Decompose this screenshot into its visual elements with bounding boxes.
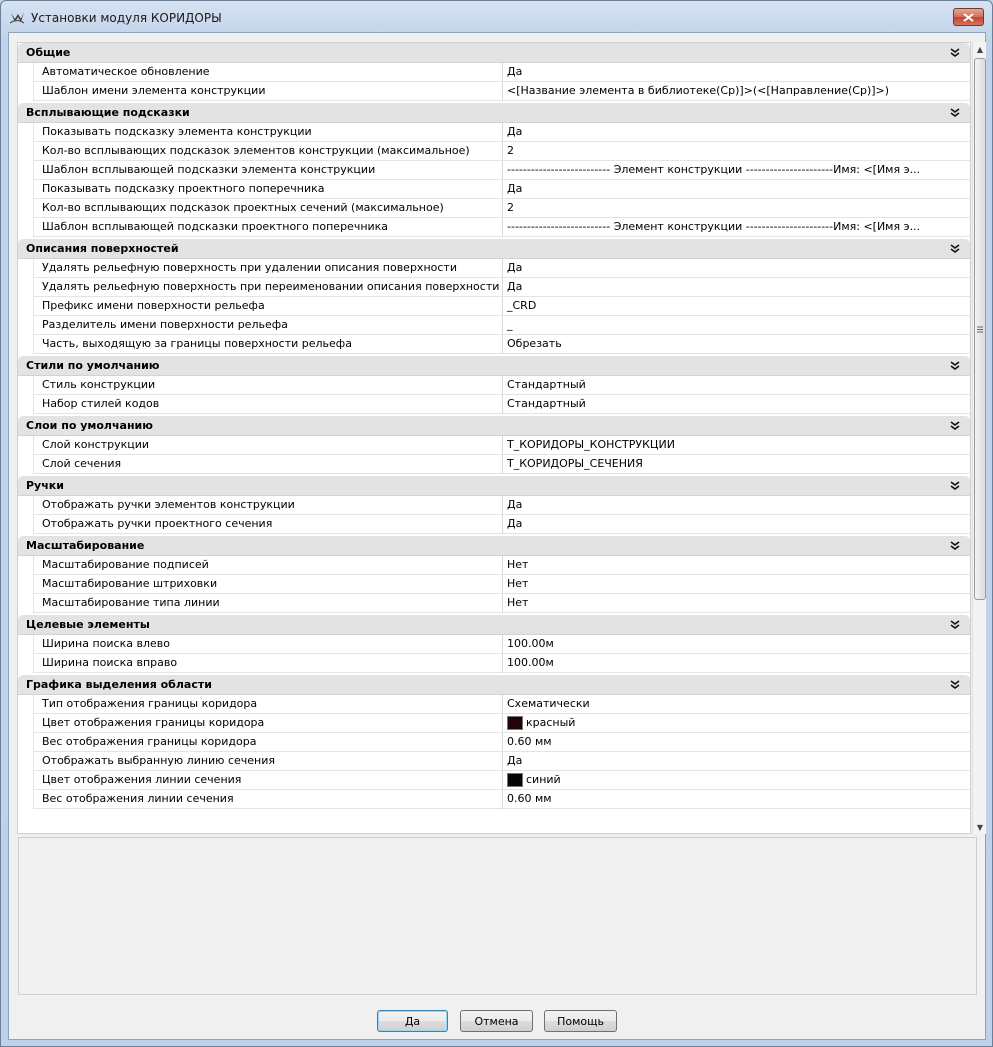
property-name: Часть, выходящую за границы поверхности рельефа	[34, 335, 503, 354]
color-swatch	[507, 716, 523, 730]
property-value[interactable]	[503, 436, 970, 455]
collapse-chevron-icon[interactable]	[950, 481, 960, 491]
property-name: Префикс имени поверхности рельефа	[34, 297, 503, 316]
property-value-text: Нет	[507, 596, 529, 609]
property-value[interactable]	[503, 376, 970, 395]
color-swatch	[507, 773, 523, 787]
property-name: Ширина поиска вправо	[34, 654, 503, 673]
description-panel	[18, 837, 977, 995]
property-value-text: T_КОРИДОРЫ_КОНСТРУКЦИИ	[507, 438, 675, 451]
property-value-text: _CRD	[507, 299, 537, 312]
property-value-text: <[Название элемента в библиотеке(Ср)]>(<[Направление(Ср)]>)	[507, 84, 890, 97]
scroll-thumb[interactable]	[974, 58, 986, 600]
property-value[interactable]	[503, 556, 970, 575]
property-value[interactable]	[503, 635, 970, 654]
property-grid	[17, 42, 971, 834]
property-value[interactable]	[503, 180, 970, 199]
property-value-text: Да	[507, 280, 523, 293]
property-value-text: 100.00м	[507, 656, 554, 669]
property-row[interactable]	[33, 142, 970, 161]
property-name: Цвет отображения линии сечения	[34, 771, 503, 790]
civil3d-app-icon	[9, 10, 25, 26]
property-name: Цвет отображения границы коридора	[34, 714, 503, 733]
property-value[interactable]	[503, 63, 970, 82]
property-name: Ширина поиска влево	[34, 635, 503, 654]
property-value[interactable]	[503, 142, 970, 161]
property-row[interactable]	[33, 771, 970, 790]
collapse-chevron-icon[interactable]	[950, 680, 960, 690]
property-row[interactable]	[33, 635, 970, 654]
property-name: Слой конструкции	[34, 436, 503, 455]
category-header[interactable]	[18, 675, 970, 695]
property-value-text: Стандартный	[507, 397, 586, 410]
property-name: Разделитель имени поверхности рельефа	[34, 316, 503, 335]
property-name: Кол-во всплывающих подсказок элементов конструкции (максимальное)	[34, 142, 503, 161]
property-row[interactable]	[33, 180, 970, 199]
property-row[interactable]	[33, 455, 970, 474]
property-value[interactable]	[503, 714, 970, 733]
property-row[interactable]	[33, 82, 970, 101]
property-row[interactable]	[33, 297, 970, 316]
property-value-text: 0.60 мм	[507, 735, 552, 748]
property-value[interactable]	[503, 161, 970, 180]
property-value-text: Да	[507, 498, 523, 511]
category-header[interactable]	[18, 476, 970, 496]
property-value[interactable]	[503, 278, 970, 297]
property-value[interactable]	[503, 335, 970, 354]
property-name: Шаблон имени элемента конструкции	[34, 82, 503, 101]
property-name: Масштабирование типа линии	[34, 594, 503, 613]
property-name: Показывать подсказку проектного поперечника	[34, 180, 503, 199]
property-value[interactable]	[503, 259, 970, 278]
property-name: Отображать ручки элементов конструкции	[34, 496, 503, 515]
property-name: Слой сечения	[34, 455, 503, 474]
collapse-chevron-icon[interactable]	[950, 48, 960, 58]
help-button[interactable]: Помощь	[544, 1010, 617, 1032]
property-value[interactable]	[503, 654, 970, 673]
property-value-text: Да	[507, 182, 523, 195]
collapse-chevron-icon[interactable]	[950, 620, 960, 630]
property-name: Стиль конструкции	[34, 376, 503, 395]
property-row[interactable]	[33, 515, 970, 534]
property-name: Отображать ручки проектного сечения	[34, 515, 503, 534]
property-name: Вес отображения границы коридора	[34, 733, 503, 752]
window-title: Установки модуля КОРИДОРЫ	[31, 11, 222, 25]
property-row[interactable]	[33, 752, 970, 771]
property-row[interactable]	[33, 395, 970, 414]
property-value-text: Нет	[507, 558, 529, 571]
property-value[interactable]	[503, 496, 970, 515]
property-row[interactable]	[33, 594, 970, 613]
collapse-chevron-icon[interactable]	[950, 541, 960, 551]
property-name: Отображать выбранную линию сечения	[34, 752, 503, 771]
property-value-text: Стандартный	[507, 378, 586, 391]
cancel-button[interactable]: Отмена	[460, 1010, 533, 1032]
close-button[interactable]	[953, 8, 984, 26]
property-row[interactable]	[33, 556, 970, 575]
vertical-scrollbar[interactable]	[972, 42, 986, 834]
property-value-text: красный	[526, 716, 576, 729]
property-value[interactable]	[503, 771, 970, 790]
property-value[interactable]	[503, 218, 970, 237]
property-row[interactable]	[33, 123, 970, 142]
property-value-text: Да	[507, 261, 523, 274]
category-header[interactable]	[18, 615, 970, 635]
property-row[interactable]	[33, 335, 970, 354]
title-bar	[1, 1, 992, 33]
property-row[interactable]	[33, 575, 970, 594]
property-row[interactable]	[33, 496, 970, 515]
property-value-text: -------------------------- Элемент конструкции ----------------------Имя: <[Имя э...	[507, 220, 921, 233]
property-value[interactable]	[503, 733, 970, 752]
property-value-text: синий	[526, 773, 561, 786]
property-row[interactable]	[33, 695, 970, 714]
property-value[interactable]	[503, 123, 970, 142]
property-name: Удалять рельефную поверхность при удалении описания поверхности	[34, 259, 503, 278]
property-name: Шаблон всплывающей подсказки элемента конструкции	[34, 161, 503, 180]
category-title: Общие	[26, 46, 71, 59]
scroll-down-arrow-icon[interactable]: ▼	[976, 822, 984, 832]
property-row[interactable]	[33, 376, 970, 395]
property-row[interactable]	[33, 199, 970, 218]
collapse-chevron-icon[interactable]	[950, 361, 960, 371]
category-header[interactable]	[18, 239, 970, 259]
collapse-chevron-icon[interactable]	[950, 244, 960, 254]
property-value-text: T_КОРИДОРЫ_СЕЧЕНИЯ	[507, 457, 643, 470]
property-value-text: Да	[507, 65, 523, 78]
property-row[interactable]	[33, 278, 970, 297]
grip-icon	[977, 326, 983, 333]
property-name: Вес отображения линии сечения	[34, 790, 503, 809]
property-value[interactable]	[503, 316, 970, 335]
category-header[interactable]	[18, 103, 970, 123]
property-value-text: 100.00м	[507, 637, 554, 650]
property-value-text: Да	[507, 754, 523, 767]
property-value-text: Схематически	[507, 697, 590, 710]
property-row[interactable]	[33, 316, 970, 335]
property-value[interactable]	[503, 752, 970, 771]
property-name: Масштабирование подписей	[34, 556, 503, 575]
property-row[interactable]	[33, 218, 970, 237]
property-name: Тип отображения границы коридора	[34, 695, 503, 714]
property-value-text: -------------------------- Элемент конструкции ----------------------Имя: <[Имя э...	[507, 163, 921, 176]
collapse-chevron-icon[interactable]	[950, 108, 960, 118]
property-row[interactable]	[33, 259, 970, 278]
property-value-text: Да	[507, 517, 523, 530]
property-row[interactable]	[33, 714, 970, 733]
property-value-text: 2	[507, 201, 514, 214]
property-value[interactable]	[503, 790, 970, 809]
property-value[interactable]	[503, 297, 970, 316]
property-row[interactable]	[33, 733, 970, 752]
property-value[interactable]	[503, 695, 970, 714]
property-row[interactable]	[33, 161, 970, 180]
close-icon	[963, 13, 974, 22]
category-header[interactable]	[18, 536, 970, 556]
property-name: Кол-во всплывающих подсказок проектных сечений (максимальное)	[34, 199, 503, 218]
ok-button[interactable]: Да	[377, 1010, 448, 1032]
category-title: Стили по умолчанию	[26, 359, 160, 372]
property-name: Набор стилей кодов	[34, 395, 503, 414]
category-title: Слои по умолчанию	[26, 419, 153, 432]
property-name: Автоматическое обновление	[34, 63, 503, 82]
property-value-text: _	[507, 318, 513, 331]
property-value-text: 2	[507, 144, 514, 157]
property-value-text: 0.60 мм	[507, 792, 552, 805]
category-title: Описания поверхностей	[26, 242, 179, 255]
category-header[interactable]	[18, 356, 970, 376]
property-value[interactable]	[503, 199, 970, 218]
category-title: Целевые элементы	[26, 618, 150, 631]
property-value[interactable]	[503, 395, 970, 414]
property-row[interactable]	[33, 436, 970, 455]
property-value-text: Обрезать	[507, 337, 562, 350]
property-value[interactable]	[503, 594, 970, 613]
category-title: Графика выделения области	[26, 678, 212, 691]
dialog-client-area	[8, 32, 986, 1040]
property-name: Показывать подсказку элемента конструкции	[34, 123, 503, 142]
property-value[interactable]	[503, 575, 970, 594]
property-value[interactable]	[503, 515, 970, 534]
property-name: Масштабирование штриховки	[34, 575, 503, 594]
property-value[interactable]	[503, 82, 970, 101]
category-header[interactable]	[18, 43, 970, 63]
property-row[interactable]	[33, 654, 970, 673]
scroll-up-arrow-icon[interactable]: ▲	[976, 44, 984, 54]
property-row[interactable]	[33, 63, 970, 82]
property-row[interactable]	[33, 790, 970, 809]
property-value-text: Да	[507, 125, 523, 138]
property-value[interactable]	[503, 455, 970, 474]
category-title: Всплывающие подсказки	[26, 106, 190, 119]
collapse-chevron-icon[interactable]	[950, 421, 960, 431]
property-name: Удалять рельефную поверхность при переименовании описания поверхности	[34, 278, 503, 297]
category-header[interactable]	[18, 416, 970, 436]
category-title: Ручки	[26, 479, 64, 492]
category-title: Масштабирование	[26, 539, 145, 552]
property-name: Шаблон всплывающей подсказки проектного поперечника	[34, 218, 503, 237]
property-value-text: Нет	[507, 577, 529, 590]
